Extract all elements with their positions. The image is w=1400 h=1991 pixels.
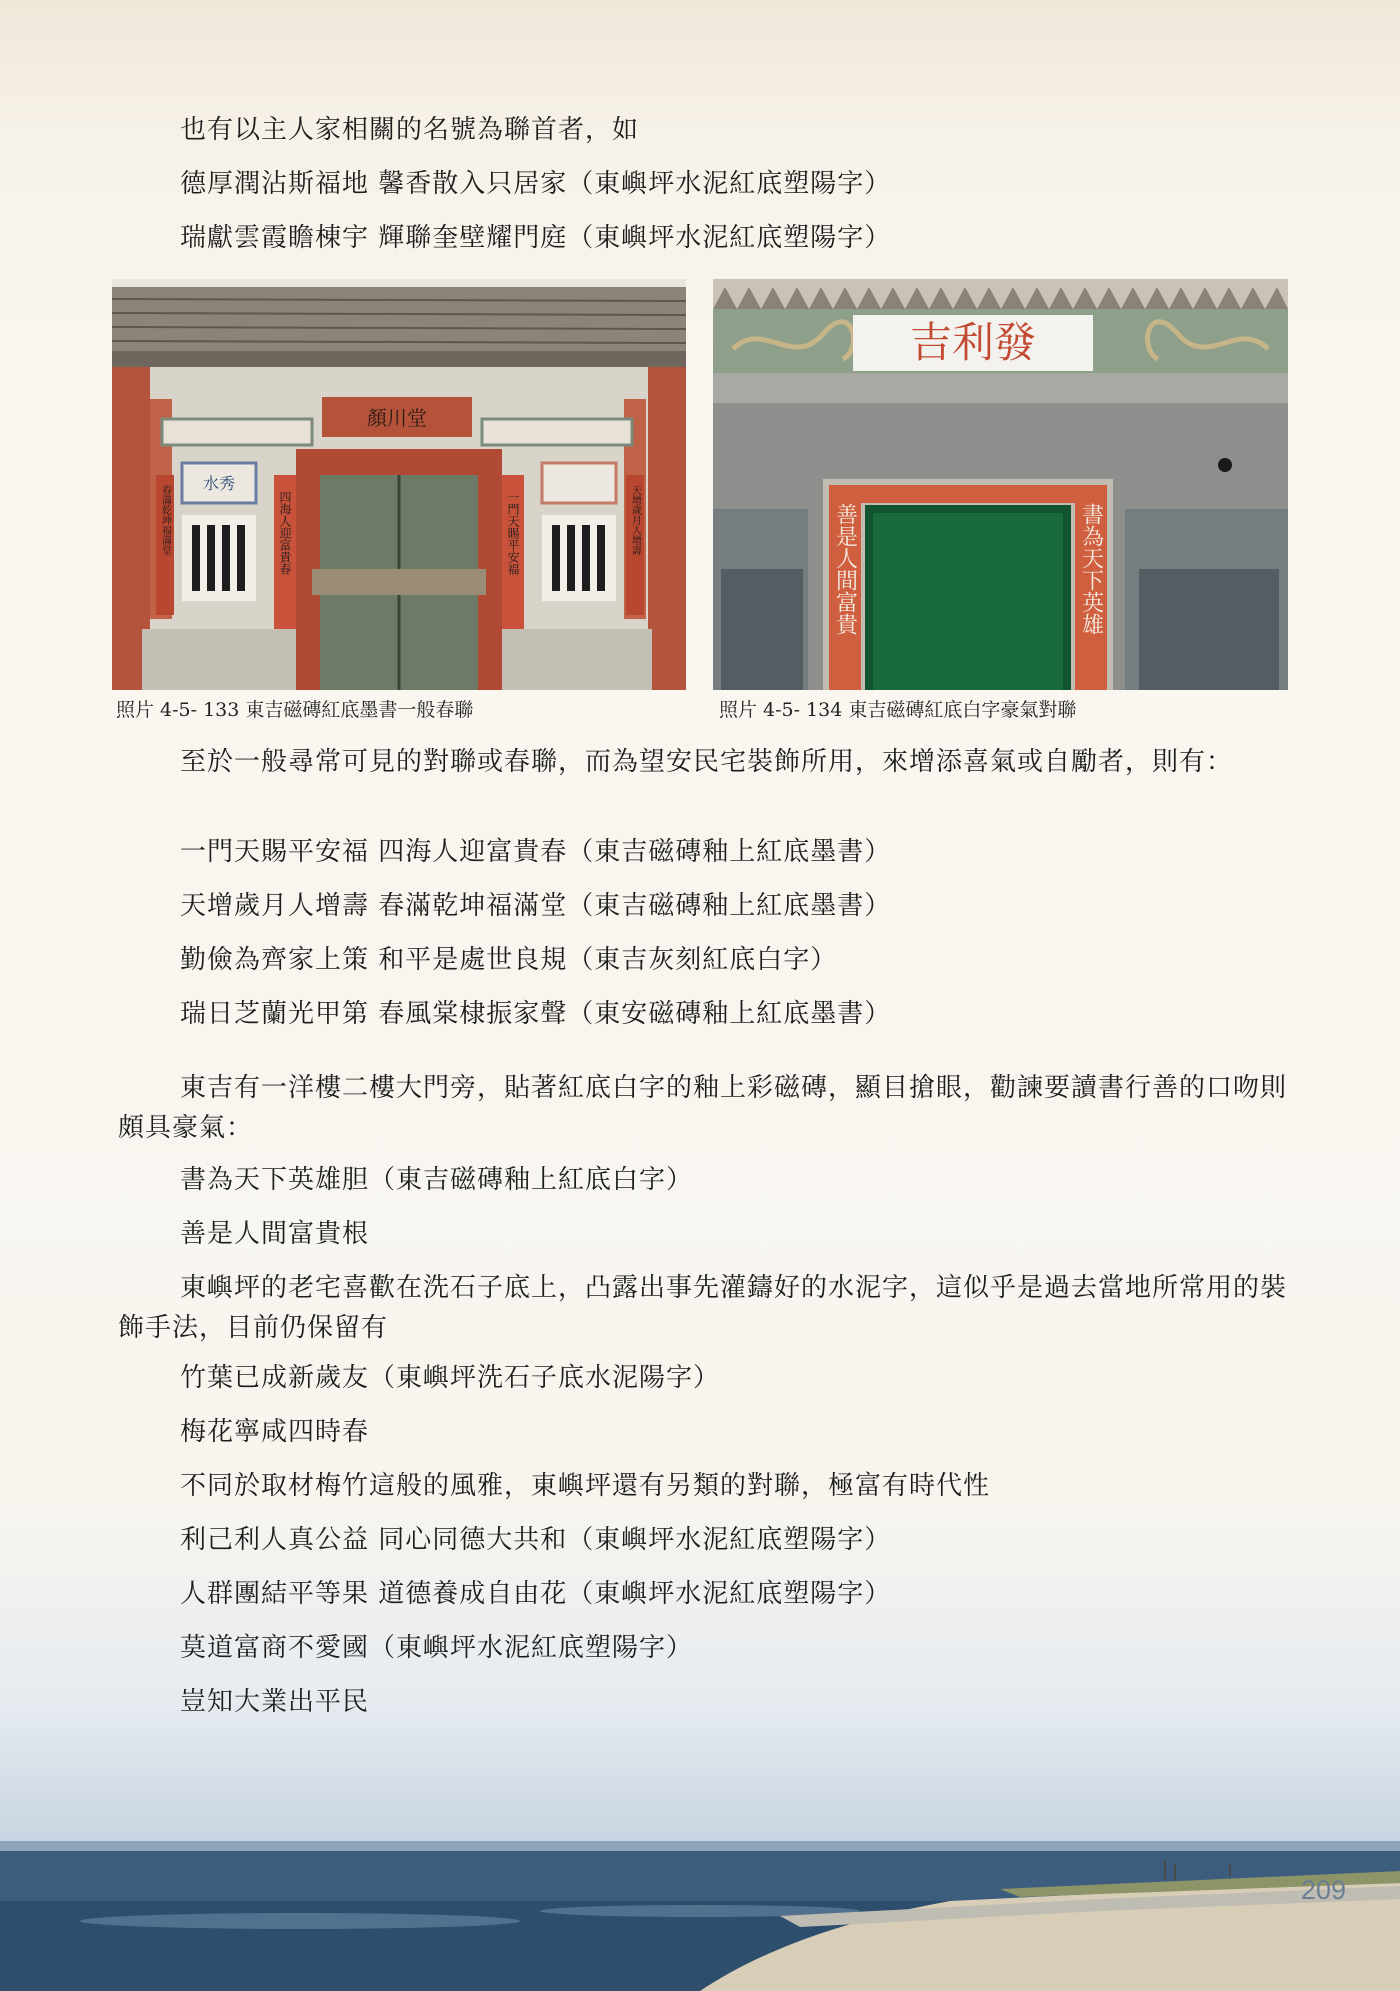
couplet-line: 人群團結平等果 道德養成自由花（東嶼坪水泥紅底塑陽字）: [180, 1579, 892, 1609]
paragraph: 東嶼坪的老宅喜歡在洗石子底上，凸露出事先灌鑄好的水泥字，這似乎是過去當地所常用的裝飾手法，目前仍保留有: [118, 1273, 1288, 1343]
couplet-line: 一門天賜平安福 四海人迎富貴春（東吉磁磚釉上紅底墨書）: [180, 837, 892, 867]
couplet-line: 勤儉為齊家上策 和平是處世良規（東吉灰刻紅底白字）: [180, 945, 838, 975]
body-line: 不同於取材梅竹這般的風雅，東嶼坪還有另類的對聯，極富有時代性: [180, 1471, 991, 1501]
couplet-right-text: 四海人迎富貴春: [278, 491, 292, 575]
couplet-line: 梅花寧咸四時春: [180, 1417, 370, 1447]
main-plaque-text: 顏川堂: [367, 406, 427, 430]
couplet-left-text: 一門天賜平安福: [506, 491, 520, 575]
couplet-line: 善是人間富貴根: [180, 1219, 370, 1249]
main-plaque-text: 吉利發: [909, 318, 1037, 367]
photo-caption: 照片 4-5- 133 東吉磁磚紅底墨書一般春聯: [116, 699, 474, 721]
paragraph: 至於一般尋常可見的對聯或春聯，而為望安民宅裝飾所用，來增添喜氣或自勵者，則有：: [180, 747, 1234, 777]
photo-caption: 照片 4-5- 134 東吉磁磚紅底白字豪氣對聯: [719, 699, 1077, 721]
couplet-line: 利己利人真公益 同心同德大共和（東嶼坪水泥紅底塑陽字）: [180, 1525, 892, 1555]
couplet-line: 天增歲月人增壽 春滿乾坤福滿堂（東吉磁磚釉上紅底墨書）: [180, 891, 892, 921]
paragraph: 東吉有一洋樓二樓大門旁，貼著紅底白字的釉上彩磁磚，顯目搶眼，勸諫要讀書行善的口吻則頗具豪氣：: [118, 1073, 1288, 1143]
couplet-line: 莫道富商不愛國（東嶼坪水泥紅底塑陽字）: [180, 1633, 694, 1663]
photo-old-house-door: [112, 279, 686, 690]
intro-line: 瑞獻雲霞瞻棟宇 輝聯奎壁耀門庭（東嶼坪水泥紅底塑陽字）: [180, 223, 892, 253]
photo-couplet-tiles: [713, 279, 1288, 690]
couplet-left-text: 善是人間富貴: [832, 503, 858, 635]
couplet-line: 書為天下英雄胆（東吉磁磚釉上紅底白字）: [180, 1165, 694, 1195]
small-plaque-text: 水秀: [202, 474, 236, 493]
coast-landscape-image: [0, 1841, 1400, 1991]
intro-line: 也有以主人家相關的名號為聯首者，如: [180, 115, 640, 145]
couplet-line: 豈知大業出平民: [180, 1687, 370, 1717]
page-number: 209: [1300, 1875, 1346, 1905]
intro-line: 德厚潤沾斯福地 馨香散入只居家（東嶼坪水泥紅底塑陽字）: [180, 169, 892, 199]
couplet-right-text: 書為天下英雄: [1078, 503, 1104, 635]
couplet-line: 瑞日芝蘭光甲第 春風棠棣振家聲（東安磁磚釉上紅底墨書）: [180, 999, 892, 1029]
side-couplet-left-text: 春滿乾坤福滿堂: [159, 485, 171, 555]
couplet-line: 竹葉已成新歲友（東嶼坪洗石子底水泥陽字）: [180, 1363, 721, 1393]
side-couplet-right-text: 天增歲月人增壽: [629, 485, 641, 555]
